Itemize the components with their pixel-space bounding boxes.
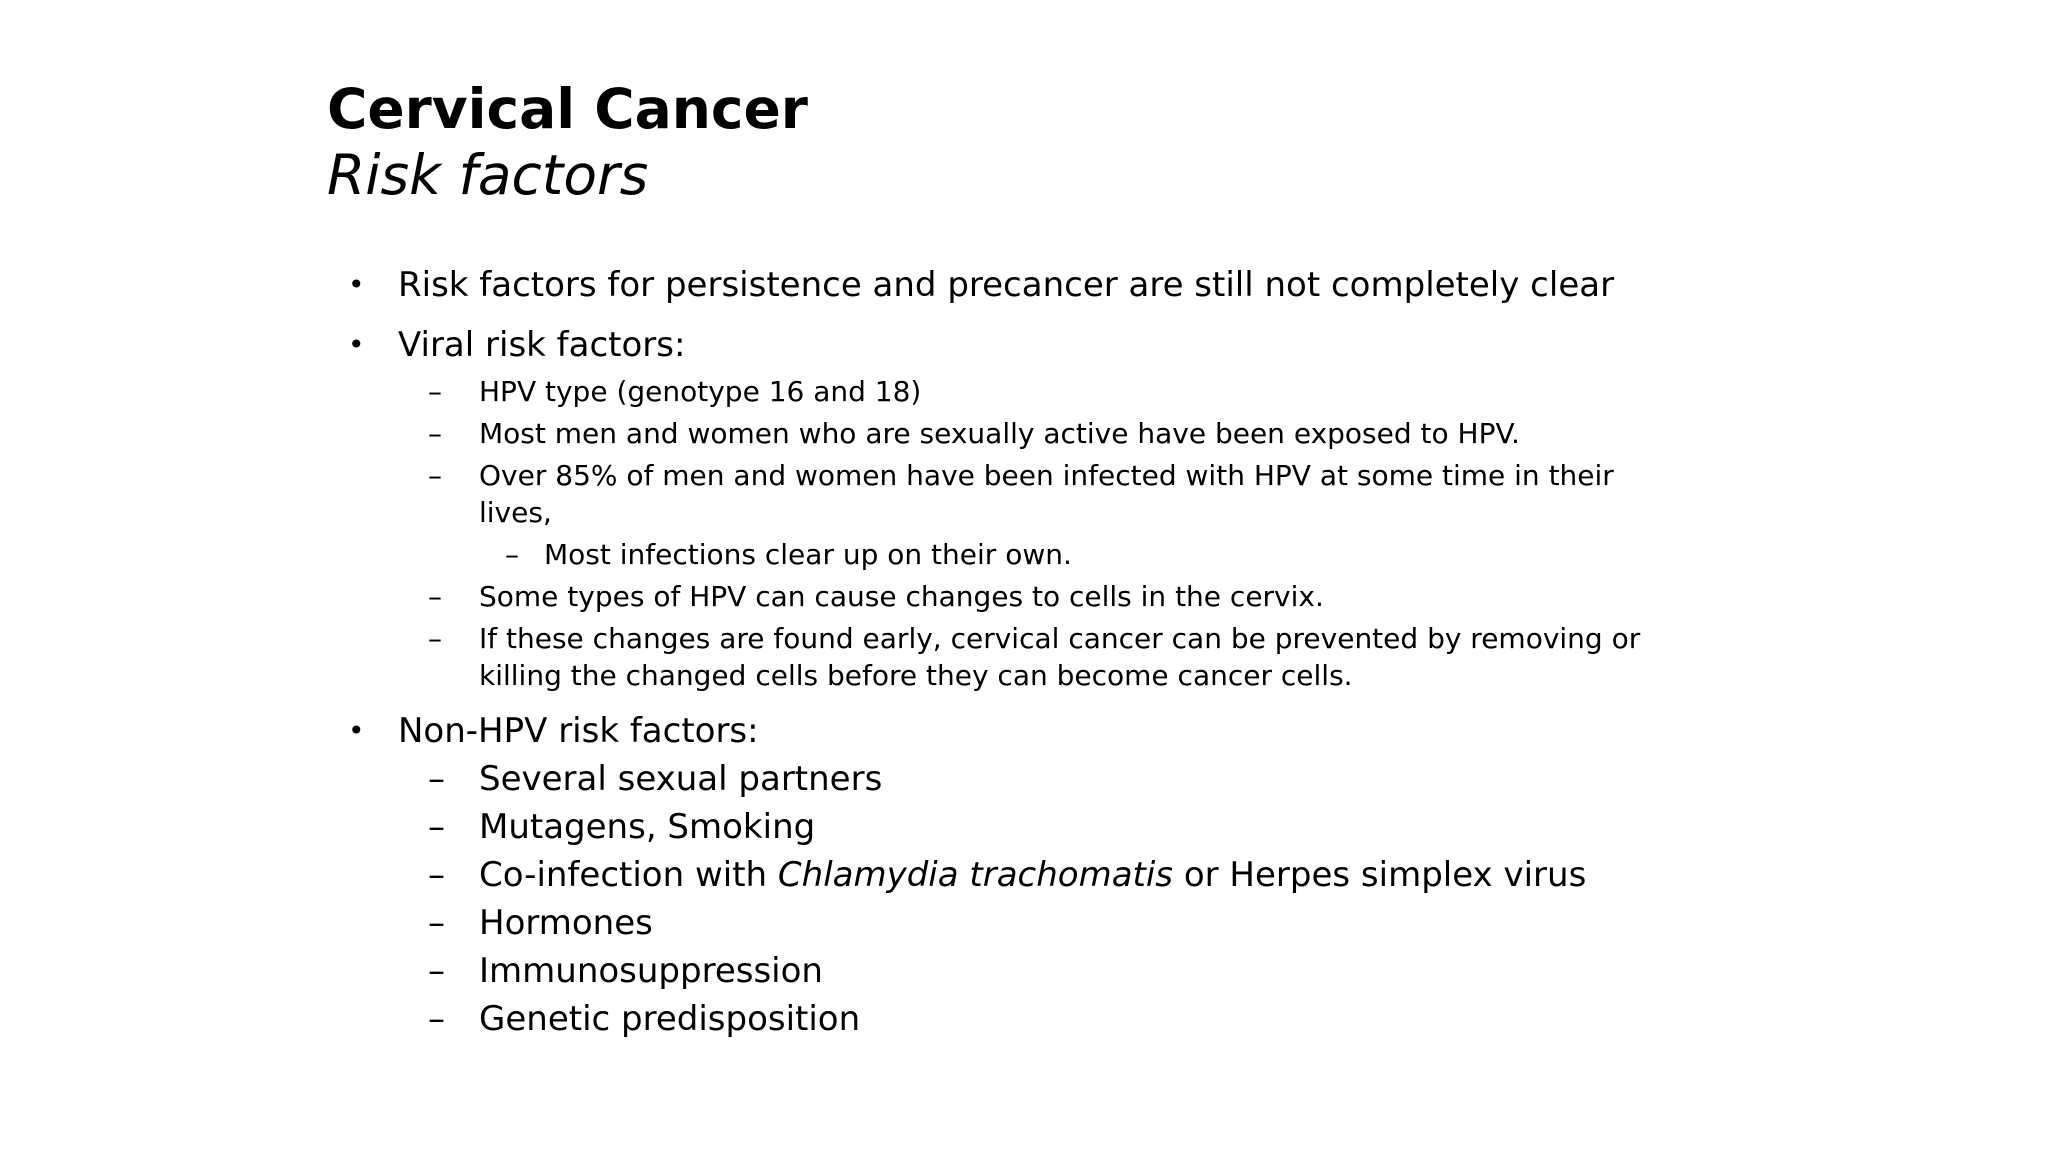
sub-bullet-text: Hormones xyxy=(479,903,653,943)
sub-bullet-item xyxy=(340,415,1670,452)
title-block xyxy=(327,76,808,208)
dash-marker: – xyxy=(428,622,442,655)
slide-subtitle: Risk factors xyxy=(327,143,649,207)
bullet-list xyxy=(340,262,1670,1042)
bullet-item xyxy=(340,322,1670,368)
dash-marker: – xyxy=(428,417,442,450)
dash-marker: – xyxy=(428,999,445,1039)
dash-marker: – xyxy=(428,759,445,799)
dash-marker: – xyxy=(428,855,445,895)
sub-bullet-text: HPV type (genotype 16 and 18) xyxy=(479,375,922,408)
sub-bullet-item xyxy=(340,948,1670,994)
sub-bullet-text: Some types of HPV can cause changes to cells in the cervix. xyxy=(479,580,1324,613)
bullet-marker: • xyxy=(348,328,365,361)
sub-bullet-item xyxy=(340,852,1670,898)
sub-bullet-item xyxy=(340,620,1670,694)
sub-bullet-text: Mutagens, Smoking xyxy=(479,807,816,847)
sub-bullet-item xyxy=(340,900,1670,946)
coinfection-prefix: Co-infection with xyxy=(479,855,778,895)
dash-marker: – xyxy=(505,538,519,571)
sub-bullet-text: Over 85% of men and women have been infected with HPV at some time in their lives, xyxy=(479,459,1614,529)
bullet-text: Viral risk factors: xyxy=(398,325,686,365)
sub-bullet-text: If these changes are found early, cervical cancer can be prevented by removing or killing the changed cells before they can become cancer cells. xyxy=(479,622,1641,692)
coinfection-text xyxy=(479,855,1586,895)
slide-title: Cervical Cancer xyxy=(327,77,808,141)
sub-bullet-item xyxy=(340,373,1670,410)
sub-bullet-text: Several sexual partners xyxy=(479,759,883,799)
dash-marker: – xyxy=(428,459,442,492)
dash-marker: – xyxy=(428,375,442,408)
sub-bullet-item xyxy=(340,804,1670,850)
sub-bullet-item xyxy=(340,756,1670,802)
sub-bullet-text: Immunosuppression xyxy=(479,951,823,991)
nested-bullet-text: Most infections clear up on their own. xyxy=(544,538,1072,571)
bullet-text: Risk factors for persistence and precancer are still not completely clear xyxy=(398,265,1615,305)
dash-marker: – xyxy=(428,903,445,943)
bullet-item xyxy=(340,708,1670,754)
sub-bullet-text: Genetic predisposition xyxy=(479,999,861,1039)
dash-marker: – xyxy=(428,951,445,991)
sub-bullet-item xyxy=(340,457,1670,531)
coinfection-organism: Chlamydia trachomatis xyxy=(777,855,1174,895)
sub-bullet-item xyxy=(340,996,1670,1042)
bullet-marker: • xyxy=(348,268,365,301)
bullet-text: Non-HPV risk factors: xyxy=(398,711,759,751)
bullet-item xyxy=(340,262,1670,308)
dash-marker: – xyxy=(428,807,445,847)
sub-bullet-item xyxy=(340,578,1670,615)
coinfection-suffix: or Herpes simplex virus xyxy=(1173,855,1587,895)
sub-bullet-text: Most men and women who are sexually active have been exposed to HPV. xyxy=(479,417,1520,450)
dash-marker: – xyxy=(428,580,442,613)
bullet-marker: • xyxy=(348,714,365,747)
nested-bullet-item xyxy=(340,536,1670,573)
